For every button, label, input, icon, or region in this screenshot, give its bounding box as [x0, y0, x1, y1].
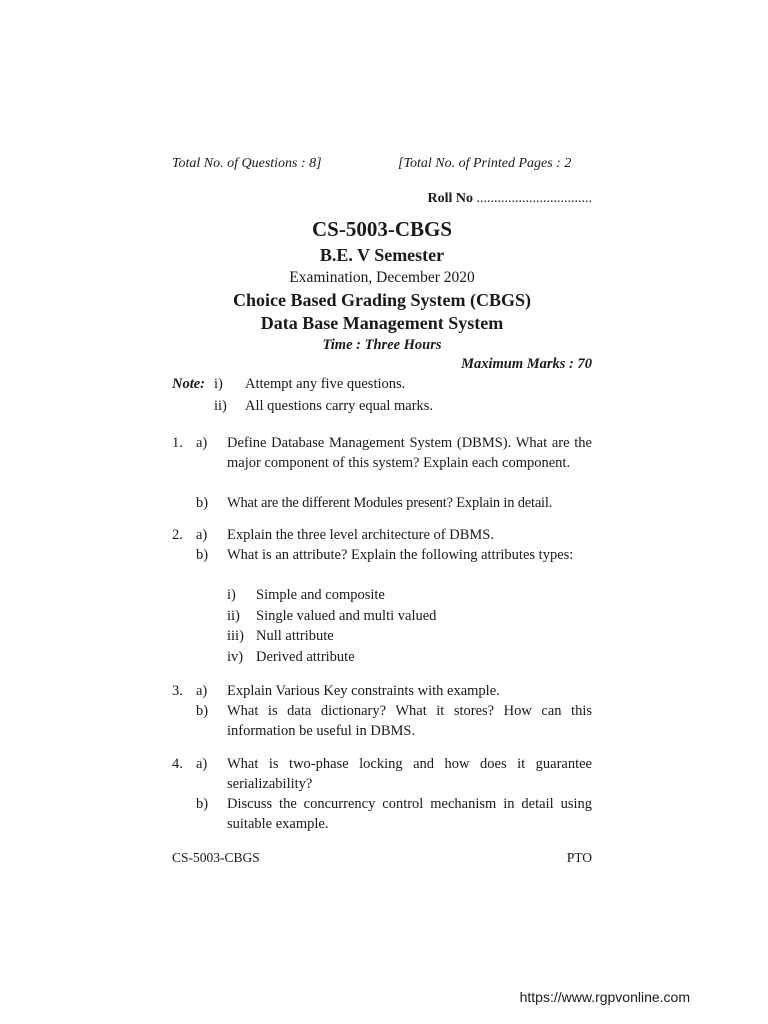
note-label: Note: — [172, 376, 206, 392]
question-number: 2. — [172, 527, 183, 543]
source-url[interactable]: https://www.rgpvonline.com — [519, 989, 690, 1005]
question-part-text: Explain the three level architecture of DBMS. — [227, 527, 494, 543]
question-part-label: b) — [196, 495, 209, 511]
question-part-label: a) — [196, 683, 208, 699]
sub-item-text: Single valued and multi valued — [256, 607, 437, 624]
question-part-text: What is an attribute? Explain the following attributes types: — [227, 547, 574, 563]
question-part-label: a) — [196, 756, 208, 772]
subject-title: Data Base Management System — [260, 313, 504, 333]
question-part-label: b) — [196, 547, 209, 563]
roll-no-label: Roll No — [427, 191, 473, 206]
max-marks: Maximum Marks : 70 — [461, 356, 592, 372]
question-part-text: What is data dictionary? What it stores? How can this information be useful in DBMS. — [227, 703, 592, 739]
roll-no — [428, 191, 593, 207]
question-part-label: b) — [196, 703, 209, 719]
question-number: 4. — [172, 756, 183, 772]
total-pages: [Total No. of Printed Pages : 2 — [398, 156, 572, 171]
sub-item-text: Null attribute — [256, 628, 334, 644]
footer-pto: PTO — [566, 850, 592, 865]
sub-item-number: iv) — [227, 648, 244, 665]
question-part-label: b) — [196, 796, 209, 812]
sub-item-text: Simple and composite — [256, 587, 385, 603]
question-part-text: Define Database Management System (DBMS). What are the major component of this system? Explain each component. — [227, 435, 592, 471]
footer-code: CS-5003-CBGS — [172, 850, 260, 865]
note-item-num: ii) — [214, 398, 227, 414]
grading-system: Choice Based Grading System (CBGS) — [232, 290, 531, 310]
sub-item-text: Derived attribute — [256, 648, 355, 665]
question-number: 3. — [172, 683, 183, 699]
sub-item-number: ii) — [227, 607, 240, 624]
question-part-text: Discuss the concurrency control mechanism in detail using suitable example. — [227, 796, 592, 832]
total-questions: Total No. of Questions : 8] — [172, 156, 322, 171]
question-part-text: Explain Various Key constraints with example. — [227, 683, 500, 699]
semester: B.E. V Semester — [319, 245, 445, 265]
question-part-text: What are the different Modules present? Explain in detail. — [227, 495, 553, 511]
examination: Examination, December 2020 — [289, 269, 475, 286]
sub-item-number: iii) — [227, 628, 244, 644]
question-part-label: a) — [196, 435, 208, 451]
question-part-text: What is two-phase locking and how does it guarantee serializability? — [227, 756, 592, 792]
note-item-num: i) — [214, 376, 223, 392]
question-number: 1. — [172, 435, 183, 451]
sub-item-number: i) — [227, 587, 236, 603]
paper-code: CS-5003-CBGS — [311, 217, 453, 241]
note-item-text: Attempt any five questions. — [245, 376, 406, 392]
question-part-label: a) — [196, 527, 208, 543]
roll-no-dots: ................................. — [473, 191, 592, 206]
exam-time: Time : Three Hours — [322, 337, 442, 353]
note-item-text: All questions carry equal marks. — [245, 398, 434, 414]
